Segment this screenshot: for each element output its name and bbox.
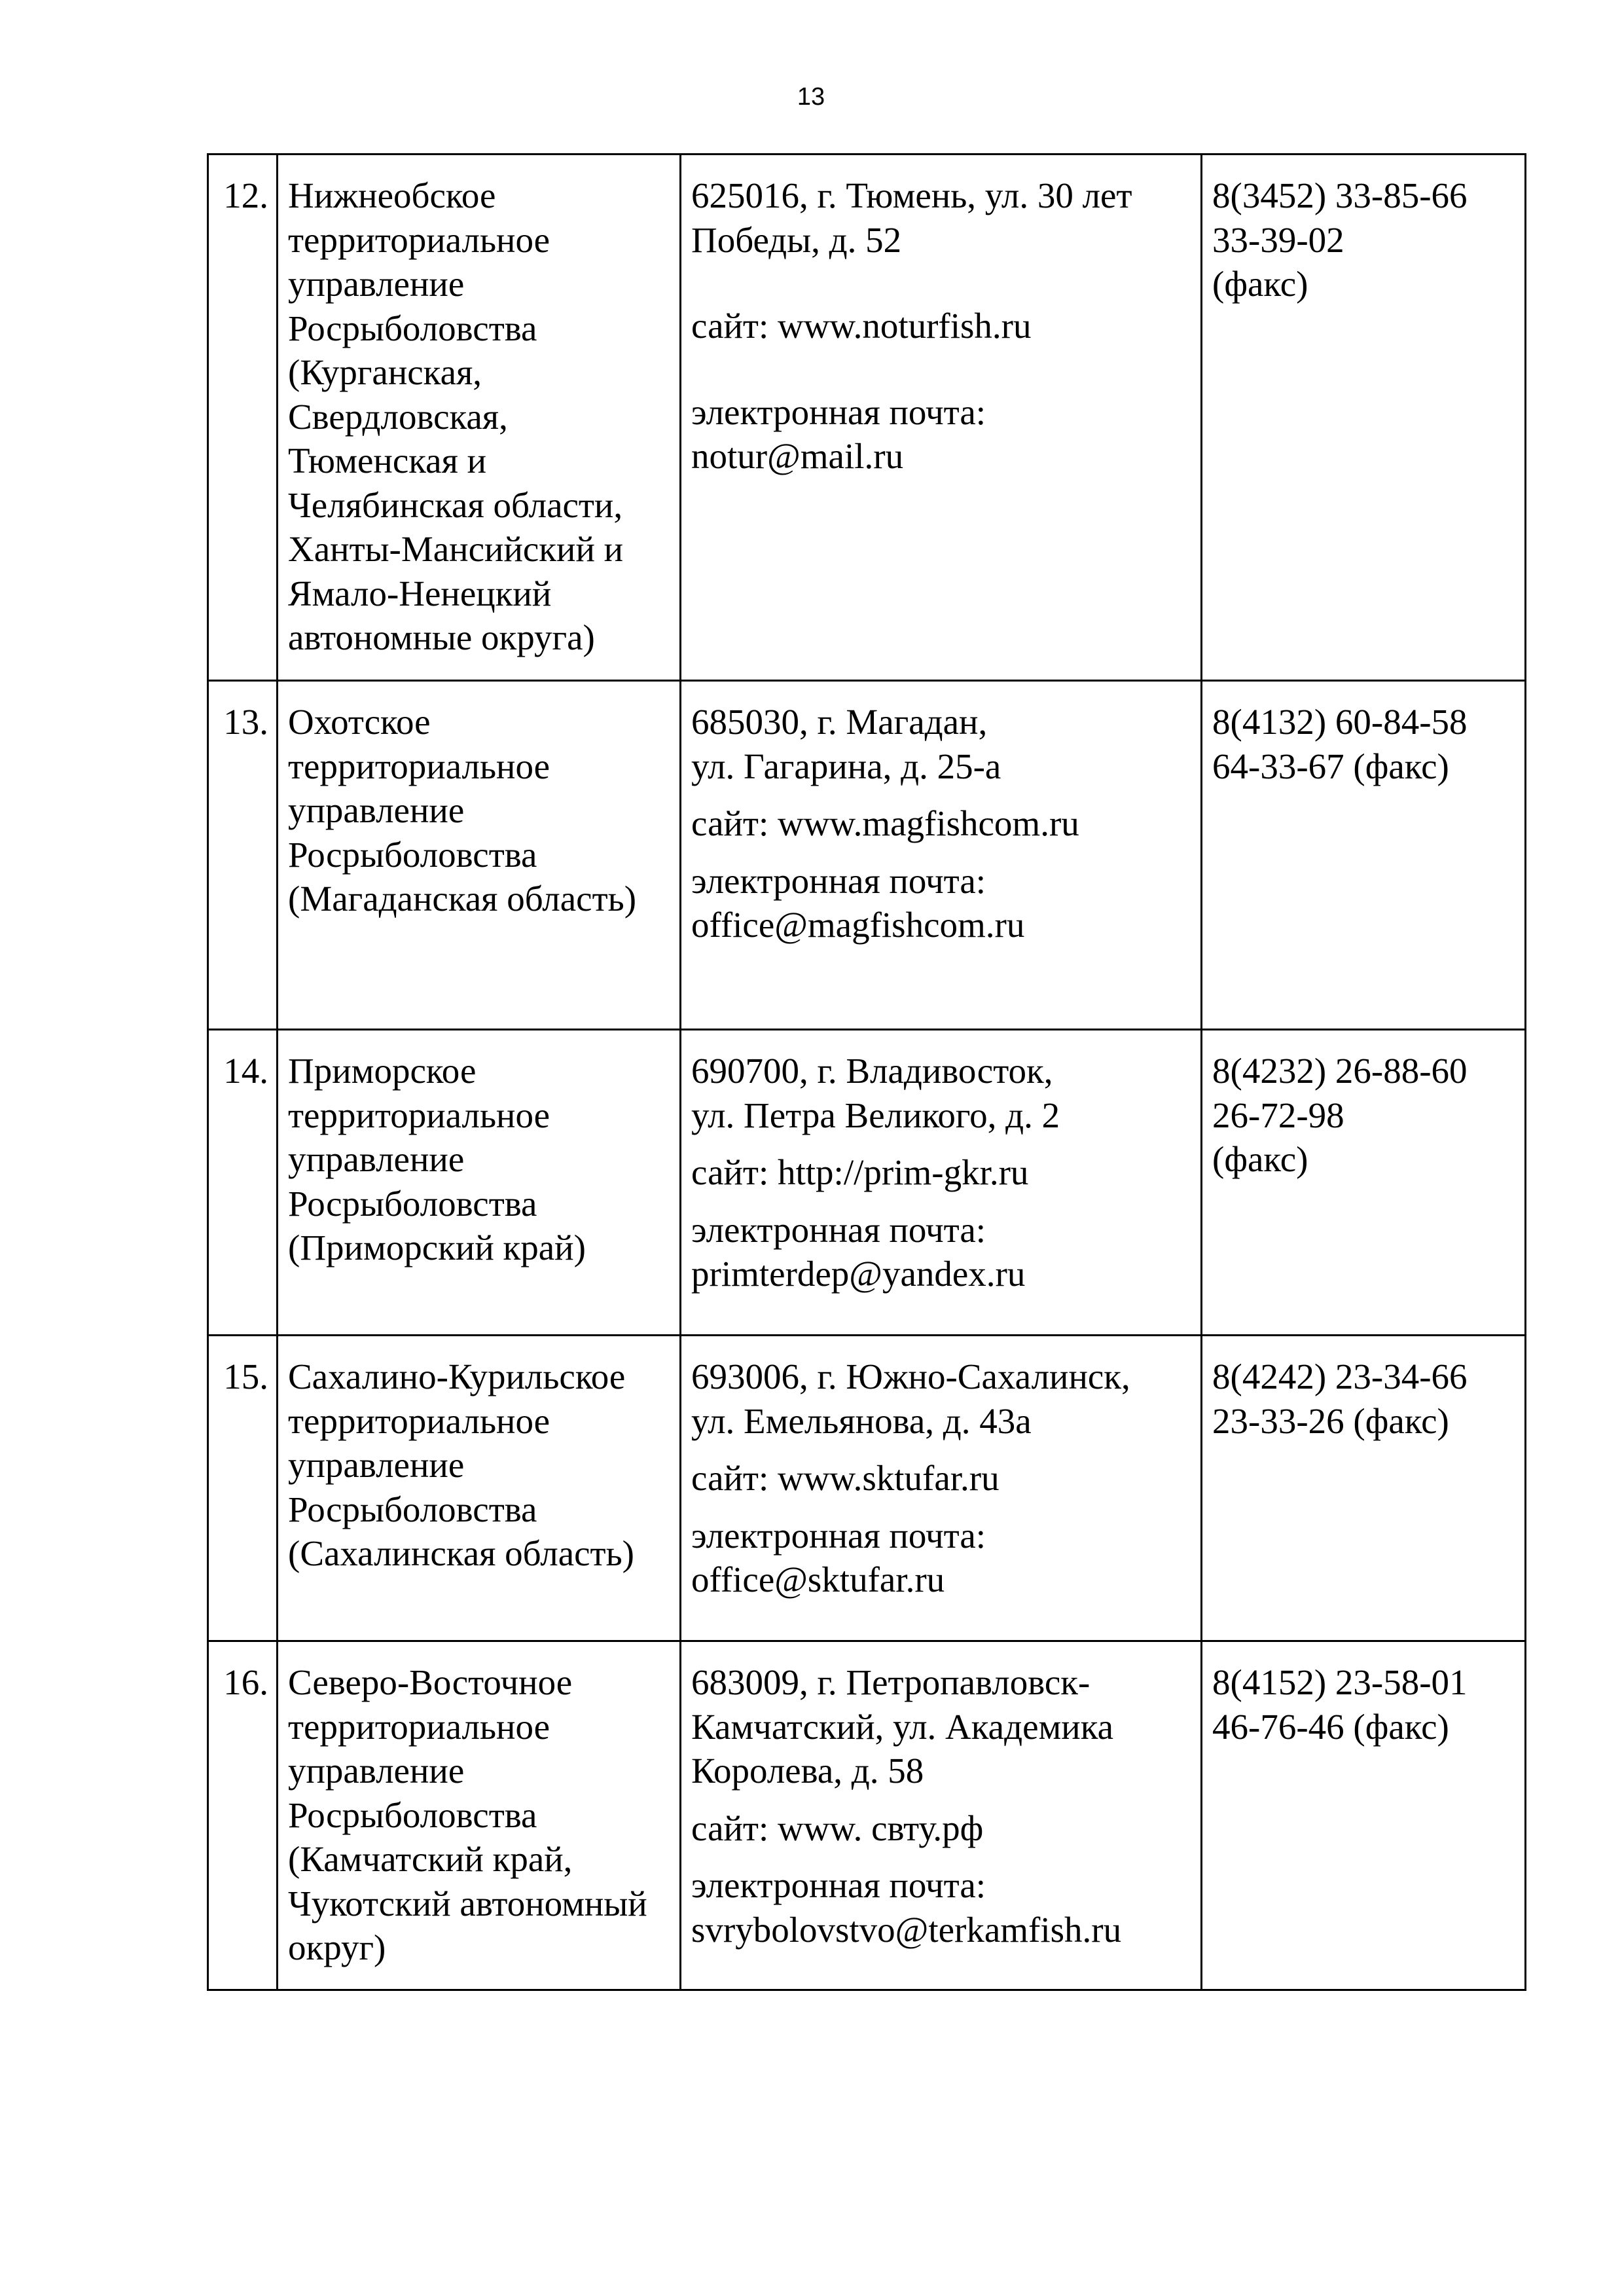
name-line: управление (288, 1445, 465, 1485)
table-row (208, 681, 1526, 1030)
row-number: 14. (208, 1030, 278, 1336)
name-line: Росрыболовства (288, 1489, 537, 1529)
organization-name (278, 681, 681, 1030)
name-line: управление (288, 1751, 465, 1791)
email-link[interactable]: svrybolovstvo@terkamfish.ru (691, 1909, 1122, 1950)
address-line: 625016, г. Тюмень, ул. 30 лет (691, 175, 1132, 215)
row-number: 13. (208, 681, 278, 1030)
website-link[interactable]: сайт: www.magfishcom.ru (691, 803, 1079, 843)
contact-info (681, 681, 1202, 1030)
name-line: Свердловская, (288, 396, 508, 437)
name-line: Чукотский автономный (288, 1883, 647, 1923)
row-number: 15. (208, 1336, 278, 1641)
contact-info (681, 1030, 1202, 1336)
phone-line: 8(4232) 26-88-60 (1212, 1051, 1468, 1091)
name-line: Росрыболовства (288, 1183, 537, 1224)
name-line: (Приморский край) (288, 1228, 586, 1267)
name-line: территориальное (288, 746, 550, 786)
address-line: 690700, г. Владивосток, (691, 1051, 1053, 1091)
table-row (208, 155, 1526, 681)
name-line: Ханты-Мансийский и (288, 529, 624, 569)
name-line: Северо-Восточное (288, 1662, 573, 1702)
phone-line: 46-76-46 (факс) (1212, 1706, 1449, 1747)
email-link[interactable]: office@magfishcom.ru (691, 905, 1025, 945)
name-line: Тюменская и (288, 441, 487, 481)
name-line: управление (288, 264, 465, 304)
address-line: 685030, г. Магадан, (691, 702, 988, 742)
address-line: Победы, д. 52 (691, 219, 902, 260)
table-row (208, 1641, 1526, 1990)
website-link[interactable]: сайт: http://prim-gkr.ru (691, 1152, 1029, 1192)
name-line: Приморское (288, 1051, 477, 1091)
phone-line: 23-33-26 (факс) (1212, 1400, 1449, 1441)
name-line: Нижнеобское (288, 175, 496, 215)
address-line: Камчатский, ул. Академика (691, 1706, 1114, 1747)
name-line: автономные округа) (288, 617, 595, 657)
address-line: ул. Гагарина, д. 25-а (691, 746, 1001, 786)
address-line: 683009, г. Петропавловск- (691, 1662, 1090, 1702)
contacts-table (207, 153, 1526, 1991)
email-label: электронная почта: (691, 1515, 986, 1556)
phone-line: (факс) (1212, 264, 1308, 304)
organization-name (278, 1336, 681, 1641)
name-line: (Камчатский край, (288, 1839, 573, 1879)
phone-line: 33-39-02 (1212, 219, 1344, 260)
address-line: Королева, д. 58 (691, 1751, 924, 1791)
name-line: Росрыболовства (288, 834, 537, 875)
contact-info (681, 155, 1202, 681)
phone-line: (факс) (1212, 1139, 1308, 1179)
phone-line: 8(4242) 23-34-66 (1212, 1357, 1468, 1396)
name-line: Сахалино-Курильское (288, 1357, 626, 1396)
phone-cell (1202, 1641, 1526, 1990)
phone-line: 26-72-98 (1212, 1095, 1344, 1135)
name-line: Охотское (288, 702, 431, 742)
name-line: (Магаданская область) (288, 879, 637, 919)
phone-line: 64-33-67 (факс) (1212, 746, 1449, 786)
email-link[interactable]: primterdep@yandex.ru (691, 1254, 1026, 1294)
name-line: территориальное (288, 1095, 550, 1135)
email-label: электронная почта: (691, 1209, 986, 1250)
name-line: Челябинская области, (288, 484, 623, 525)
name-line: управление (288, 1139, 465, 1179)
email-label: электронная почта: (691, 1865, 986, 1905)
website-link[interactable]: сайт: www.sktufar.ru (691, 1458, 1000, 1498)
row-number: 16. (208, 1641, 278, 1990)
row-number: 12. (208, 155, 278, 681)
name-line: территориальное (288, 1400, 550, 1441)
email-label: электронная почта: (691, 392, 986, 432)
address-line: ул. Петра Великого, д. 2 (691, 1095, 1060, 1135)
contact-info (681, 1336, 1202, 1641)
organization-name (278, 155, 681, 681)
phone-cell (1202, 681, 1526, 1030)
page-number: 13 (797, 83, 825, 111)
name-line: округ) (288, 1927, 386, 1967)
website-link[interactable]: сайт: www.noturfish.ru (691, 306, 1032, 346)
phone-line: 8(3452) 33-85-66 (1212, 175, 1468, 215)
phone-line: 8(4152) 23-58-01 (1212, 1662, 1468, 1702)
name-line: Ямало-Ненецкий (288, 573, 552, 613)
phone-cell (1202, 1030, 1526, 1336)
phone-cell (1202, 1336, 1526, 1641)
table-row (208, 1336, 1526, 1641)
website-link[interactable]: сайт: www. свту.рф (691, 1808, 984, 1848)
email-link[interactable]: office@sktufar.ru (691, 1559, 945, 1599)
organization-name (278, 1641, 681, 1990)
address-line: ул. Емельянова, д. 43а (691, 1400, 1032, 1441)
name-line: Росрыболовства (288, 308, 537, 348)
name-line: территориальное (288, 219, 550, 260)
address-line: 693006, г. Южно-Сахалинск, (691, 1357, 1130, 1396)
email-label: электронная почта: (691, 860, 986, 901)
name-line: территориальное (288, 1706, 550, 1747)
name-line: (Курганская, (288, 352, 482, 392)
name-line: управление (288, 790, 465, 830)
contact-info (681, 1641, 1202, 1990)
phone-line: 8(4132) 60-84-58 (1212, 702, 1468, 742)
organization-name (278, 1030, 681, 1336)
email-link[interactable]: notur@mail.ru (691, 436, 904, 476)
phone-cell (1202, 155, 1526, 681)
name-line: (Сахалинская область) (288, 1533, 634, 1573)
name-line: Росрыболовства (288, 1795, 537, 1835)
table-row (208, 1030, 1526, 1336)
